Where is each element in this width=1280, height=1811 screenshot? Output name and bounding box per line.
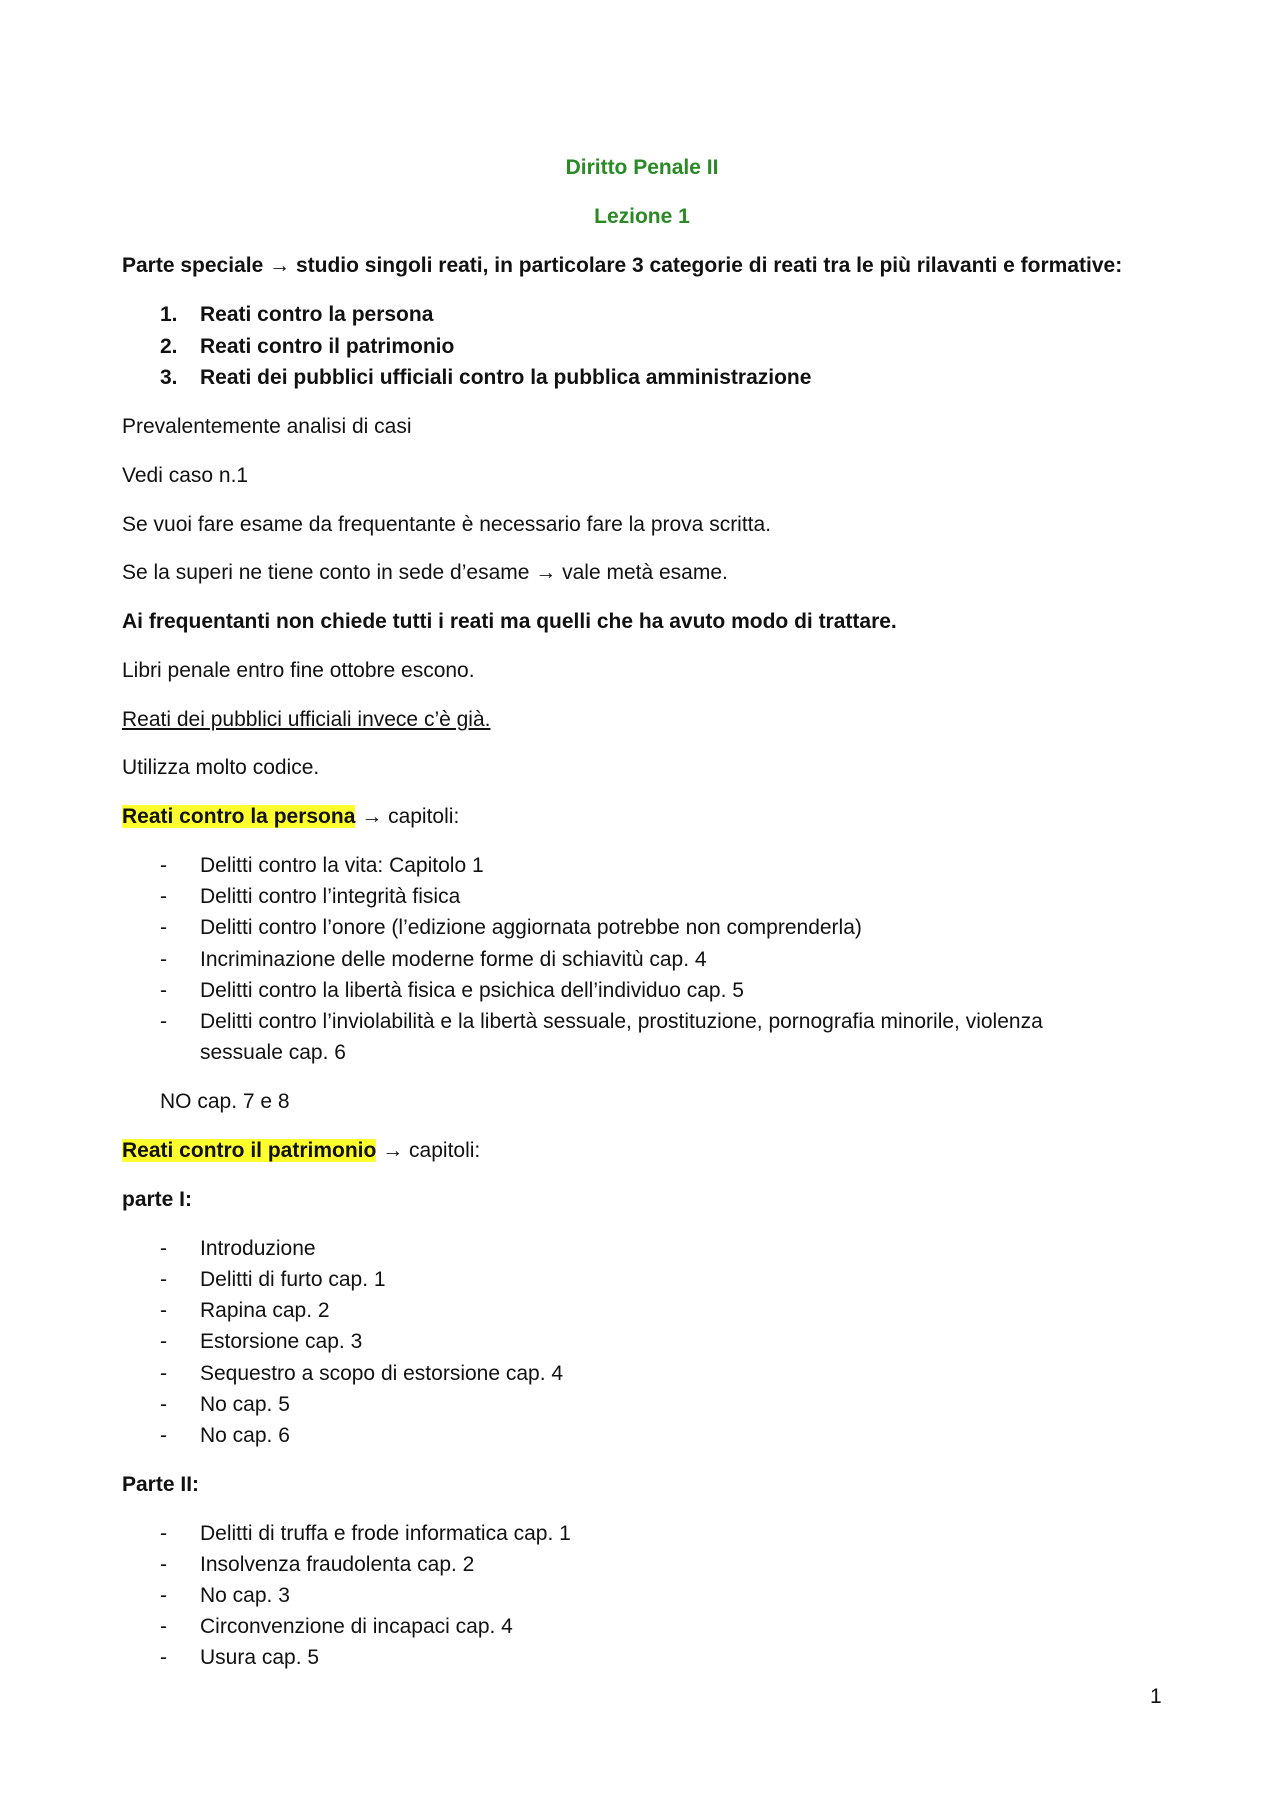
paragraph: Vedi caso n.1	[122, 464, 249, 487]
paragraph: Ai frequentanti non chiede tutti i reati ma quelli che ha avuto modo di trattare.	[122, 610, 897, 633]
arrow-icon: →	[269, 254, 291, 277]
paragraph: Se la superi ne tiene conto in sede d’esame → vale metà esame.	[122, 561, 728, 584]
section-heading-persona: Reati contro la persona → capitoli:	[122, 805, 460, 828]
part-label: Parte II:	[122, 1473, 200, 1496]
paragraph: Se vuoi fare esame da frequentante è necessario fare la prova scritta.	[122, 513, 772, 536]
intro-rest: studio singoli reati, in particolare 3 categorie di reati tra le più rilavanti e formative:	[295, 254, 1123, 277]
arrow-icon: →	[535, 561, 557, 584]
arrow-icon: →	[382, 1139, 404, 1162]
paragraph: Prevalentemente analisi di casi	[122, 415, 412, 438]
intro-line	[122, 250, 1122, 281]
document-title: Diritto Penale II	[565, 156, 719, 179]
document-page: Diritto Penale II Lezione 1 Parte speciale → studio singoli reati, in particolare 3 categorie di reati tra le più rilavanti e formative: 1. Reati contro la persona 2. Reati contro il patrimonio 3. Reati dei pubblici ufficiali contro la pubblica amministrazione Prevalentemente analisi di casi Vedi caso n.1 Se vuoi fare esame da frequentante è necessario fare la prova scritta. Se la superi ne tiene conto in sede d’esame → vale metà esame. Ai frequentanti non chiede tutti i reati ma quelli che ha avuto modo di trattare. Libri penale entro fine ottobre escono. Reati dei pubblici ufficiali invece c’è già. Utilizza molto codice. Reati contro la persona → capitoli: - Delitti contro la vita: Capitolo 1 - Delitti contro l’integrità fisica - Delitti contro l’onore (l’edizione aggiornata potrebbe non comprenderla) - Incriminazione delle moderne forme di schiavitù cap. 4 - Delitti contro la libertà fisica e psichica dell’individuo cap. 5 - Delitti contro l’inviolabilità e la libertà sessuale, prostituzione, pornografia minorile, violenza sessuale cap. 6 NO cap. 7 e 8 Reati contro il patrimonio → capitoli: parte I: - Introduzione - Delitti di furto cap. 1 - Rapina cap. 2 - Estorsione cap. 3 - Sequestro a scopo di estorsione cap. 4 - No cap. 5 - No cap. 6 Parte II: - Delitti di truffa e frode informatica cap. 1 - Insolvenza fraudolenta cap. 2 - No cap. 3 - Circonvenzione di incapaci cap. 4 - Usura cap. 5 1	[0, 0, 1280, 1811]
paragraph: Libri penale entro fine ottobre escono.	[122, 659, 475, 682]
page-number: 1	[1150, 1685, 1162, 1708]
intro-lead: Parte speciale	[122, 254, 264, 277]
persona-note: NO cap. 7 e 8	[160, 1090, 290, 1113]
lesson-subtitle: Lezione 1	[594, 205, 690, 228]
paragraph: Reati dei pubblici ufficiali invece c’è già.	[122, 708, 491, 731]
paragraph: Utilizza molto codice.	[122, 756, 320, 779]
highlighted-heading: Reati contro la persona	[122, 805, 356, 828]
part-label: parte I:	[122, 1188, 193, 1211]
section-heading-patrimonio: Reati contro il patrimonio → capitoli:	[122, 1139, 481, 1162]
highlighted-heading: Reati contro il patrimonio	[122, 1139, 377, 1162]
arrow-icon: →	[361, 805, 383, 828]
